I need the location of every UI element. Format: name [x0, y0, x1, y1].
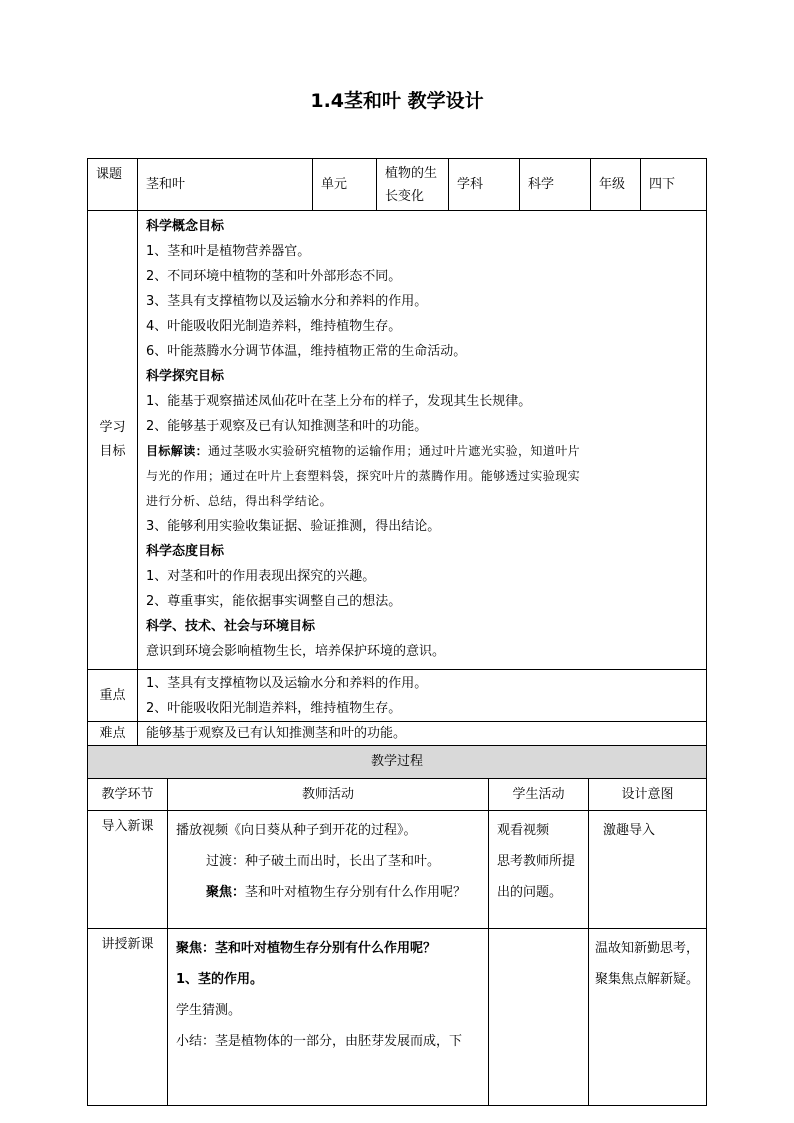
goal-line: 1、茎和叶是植物营养器官。	[146, 244, 311, 259]
unit-value: 植物的生 长变化	[377, 159, 449, 211]
col-student: 学生活动	[489, 779, 589, 811]
goal-line: 3、茎具有支撑植物以及运输水分和养料的作用。	[146, 294, 428, 309]
table-row	[88, 811, 707, 929]
difficulty-label: 难点	[88, 722, 138, 747]
goal-line: 科学态度目标	[146, 544, 225, 559]
table-row	[88, 929, 707, 1106]
grade-label: 年级	[591, 159, 641, 211]
goal-line: 6、叶能蒸腾水分调节体温，维持植物正常的生命活动。	[146, 344, 467, 359]
goal-line: 2、能够基于观察及已有认知推测茎和叶的功能。	[146, 419, 428, 434]
goal-line: 目标解读：通过茎吸水实验研究植物的运输作用；通过叶片遮光实验，知道叶片	[146, 444, 581, 458]
subject-label: 学科	[449, 159, 520, 211]
goal-line: 2、尊重事实，能依据事实调整自己的想法。	[146, 594, 402, 609]
key-points-label: 重点	[88, 670, 138, 722]
goal-line: 1、能基于观察描述凤仙花叶在茎上分布的样子，发现其生长规律。	[146, 394, 532, 409]
col-teacher: 教师活动	[168, 779, 489, 811]
col-intent: 设计意图	[589, 779, 707, 811]
goals-list	[146, 214, 700, 664]
intent-new: 温故知新勤思考， 聚集焦点解新疑。	[589, 929, 707, 1106]
topic-label: 课题	[88, 159, 138, 211]
key-point-1: 1、茎具有支撑植物以及运输水分和养料的作用。	[146, 675, 428, 691]
key-point-2: 2、叶能吸收阳光制造养料，维持植物生存。	[146, 700, 402, 716]
col-stage: 教学环节	[88, 779, 168, 811]
info-goals-table	[87, 158, 707, 747]
goal-line: 与光的作用；通过在叶片上套塑料袋，探究叶片的蒸腾作用。能够透过实验现实	[146, 469, 581, 483]
process-table	[87, 745, 707, 1106]
goal-line: 4、叶能吸收阳光制造养料，维持植物生存。	[146, 319, 402, 334]
topic-value: 茎和叶	[138, 159, 313, 211]
intent-intro: 激趣导入	[589, 811, 707, 929]
goal-line: 科学概念目标	[146, 219, 225, 234]
teacher-activity-new: 聚焦：茎和叶对植物生存分别有什么作用呢？ 1、茎的作用。 学生猜测。 小结：茎是植物体的一部分，由胚芽发展而成，下	[168, 929, 489, 1106]
goal-line: 科学、技术、社会与环境目标	[146, 619, 316, 634]
goal-line: 3、能够利用实验收集证据、验证推测，得出结论。	[146, 519, 441, 534]
key-points-content	[138, 670, 707, 722]
teacher-activity-intro: 播放视频《向日葵从种子到开花的过程》。 过渡：种子破土而出时，长出了茎和叶。 聚焦：茎和叶对植物生存分别有什么作用呢？	[168, 811, 489, 929]
unit-label: 单元	[313, 159, 377, 211]
goal-line: 进行分析、总结，得出科学结论。	[146, 494, 333, 508]
page-title: 1.4茎和叶 教学设计	[310, 90, 484, 112]
goals-label: 学习 目标	[88, 211, 138, 670]
stage-intro: 导入新课	[88, 811, 168, 929]
goal-line: 科学探究目标	[146, 369, 225, 384]
subject-value: 科学	[520, 159, 591, 211]
grade-value: 四下	[641, 159, 707, 211]
stage-new: 讲授新课	[88, 929, 168, 1106]
student-activity-new	[489, 929, 589, 1106]
process-header: 教学过程	[88, 746, 707, 779]
difficulty-content: 能够基于观察及已有认知推测茎和叶的功能。	[138, 722, 707, 747]
goal-line: 意识到环境会影响植物生长，培养保护环境的意识。	[146, 644, 446, 659]
goals-content	[138, 211, 707, 670]
student-activity-intro: 观看视频 思考教师所提 出的问题。	[489, 811, 589, 929]
goal-line: 2、不同环境中植物的茎和叶外部形态不同。	[146, 269, 402, 284]
goal-line: 1、对茎和叶的作用表现出探究的兴趣。	[146, 569, 376, 584]
